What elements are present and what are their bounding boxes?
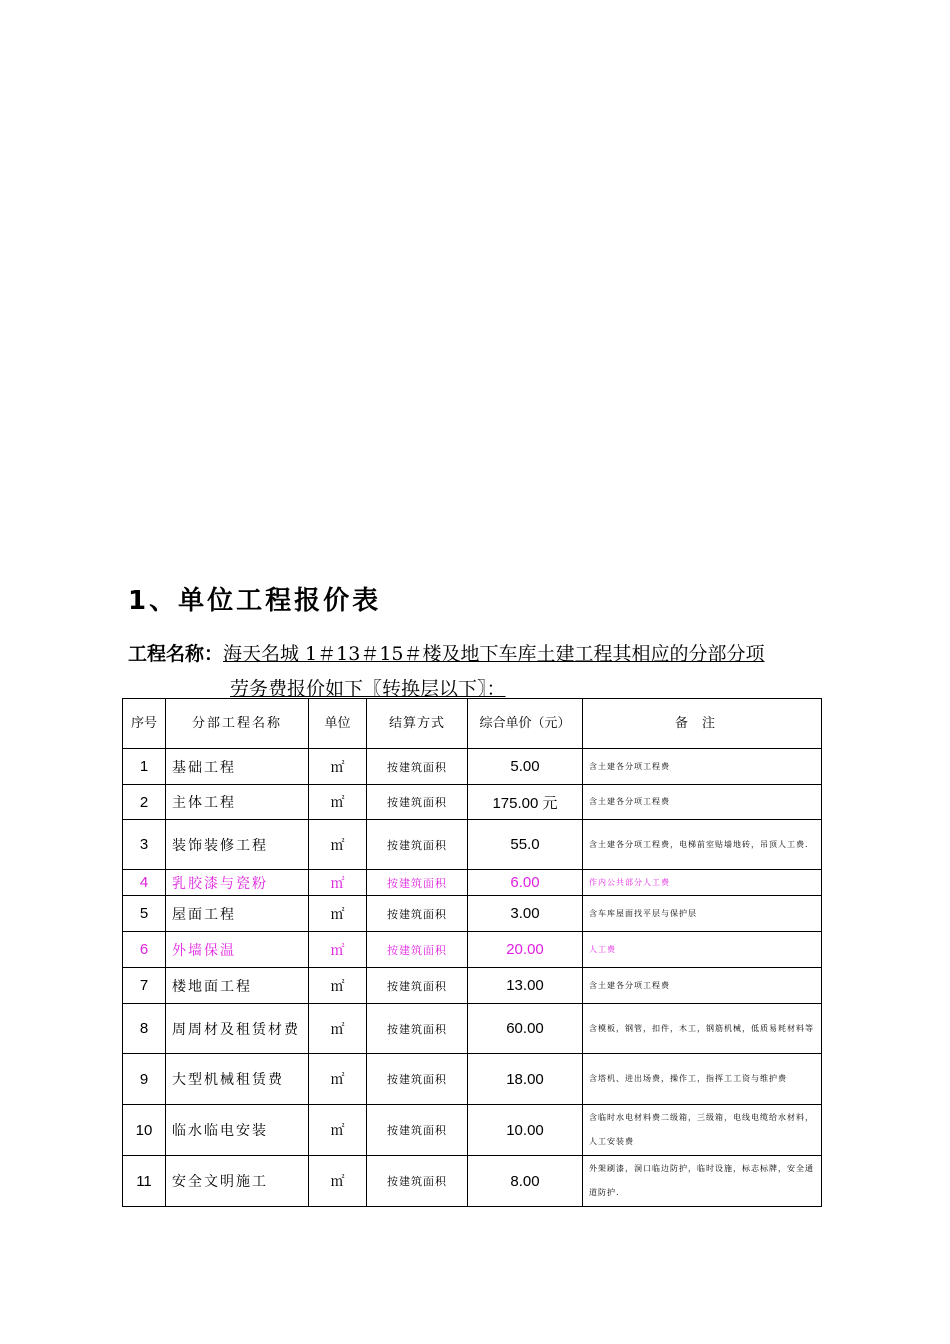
row-unit: ㎡ bbox=[309, 1054, 367, 1105]
table-header-row bbox=[123, 699, 822, 749]
row-no: 7 bbox=[123, 968, 166, 1004]
row-note: 含车库屋面找平层与保护层 bbox=[583, 896, 822, 932]
row-no: 8 bbox=[123, 1004, 166, 1054]
quote-table bbox=[122, 698, 822, 1207]
row-method: 按建筑面积 bbox=[367, 896, 468, 932]
row-unit: ㎡ bbox=[309, 785, 367, 820]
row-name: 楼地面工程 bbox=[166, 968, 309, 1004]
row-no: 5 bbox=[123, 896, 166, 932]
row-no: 3 bbox=[123, 820, 166, 870]
project-name-label: 工程名称： bbox=[128, 643, 224, 665]
table-row bbox=[123, 749, 822, 785]
row-no: 9 bbox=[123, 1054, 166, 1105]
row-price: 6.00 bbox=[468, 870, 583, 896]
table-row bbox=[123, 968, 822, 1004]
header-price: 综合单价（元） bbox=[468, 699, 583, 749]
table-row bbox=[123, 1105, 822, 1156]
row-name: 安全文明施工 bbox=[166, 1156, 309, 1207]
row-name: 屋面工程 bbox=[166, 896, 309, 932]
header-name: 分部工程名称 bbox=[166, 699, 309, 749]
row-name: 基础工程 bbox=[166, 749, 309, 785]
row-note: 含临时水电材料费二级箱，三级箱，电线电缆给水材料，人工安装费 bbox=[583, 1105, 822, 1156]
row-note: 外架刷漆，洞口临边防护，临时设施，标志标牌，安全通道防护. bbox=[583, 1156, 822, 1207]
row-name: 大型机械租赁费 bbox=[166, 1054, 309, 1105]
table-row bbox=[123, 932, 822, 968]
table-row bbox=[123, 1004, 822, 1054]
row-method: 按建筑面积 bbox=[367, 870, 468, 896]
project-name-value: 海天名城 1＃13＃15＃楼及地下车库土建工程其相应的分部分项 bbox=[223, 643, 765, 665]
row-method: 按建筑面积 bbox=[367, 932, 468, 968]
row-price: 13.00 bbox=[468, 968, 583, 1004]
row-method: 按建筑面积 bbox=[367, 1105, 468, 1156]
table-row bbox=[123, 1054, 822, 1105]
row-method: 按建筑面积 bbox=[367, 968, 468, 1004]
project-name-continuation: 劳务费报价如下〖转换层以下〗： bbox=[230, 678, 506, 700]
project-name-line bbox=[128, 639, 765, 666]
header-no: 序号 bbox=[123, 699, 166, 749]
header-method: 结算方式 bbox=[367, 699, 468, 749]
row-price: 20.00 bbox=[468, 932, 583, 968]
row-unit: ㎡ bbox=[309, 1105, 367, 1156]
row-name: 主体工程 bbox=[166, 785, 309, 820]
row-unit: ㎡ bbox=[309, 896, 367, 932]
row-method: 按建筑面积 bbox=[367, 820, 468, 870]
row-method: 按建筑面积 bbox=[367, 1156, 468, 1207]
row-name: 临水临电安装 bbox=[166, 1105, 309, 1156]
row-no: 1 bbox=[123, 749, 166, 785]
row-unit: ㎡ bbox=[309, 1156, 367, 1207]
row-note: 作内公共部分人工费 bbox=[583, 870, 822, 896]
row-no: 10 bbox=[123, 1105, 166, 1156]
row-no: 6 bbox=[123, 932, 166, 968]
row-price: 60.00 bbox=[468, 1004, 583, 1054]
row-no: 4 bbox=[123, 870, 166, 896]
row-price: 55.0 bbox=[468, 820, 583, 870]
table-row bbox=[123, 785, 822, 820]
row-price: 8.00 bbox=[468, 1156, 583, 1207]
row-unit: ㎡ bbox=[309, 932, 367, 968]
header-unit: 单位 bbox=[309, 699, 367, 749]
row-name: 外墙保温 bbox=[166, 932, 309, 968]
table-row bbox=[123, 870, 822, 896]
row-note: 含土建各分项工程费 bbox=[583, 968, 822, 1004]
row-note: 含土建各分项工程费，电梯前室贴墙地砖，吊顶人工费. bbox=[583, 820, 822, 870]
row-method: 按建筑面积 bbox=[367, 1054, 468, 1105]
row-name: 装饰装修工程 bbox=[166, 820, 309, 870]
row-price: 5.00 bbox=[468, 749, 583, 785]
table-row bbox=[123, 820, 822, 870]
row-price: 3.00 bbox=[468, 896, 583, 932]
section-title: 1、单位工程报价表 bbox=[128, 586, 382, 616]
row-unit: ㎡ bbox=[309, 820, 367, 870]
row-no: 2 bbox=[123, 785, 166, 820]
row-price: 175.00 元 bbox=[468, 785, 583, 820]
row-method: 按建筑面积 bbox=[367, 785, 468, 820]
row-price: 10.00 bbox=[468, 1105, 583, 1156]
row-unit: ㎡ bbox=[309, 968, 367, 1004]
row-note: 含模板，钢管，扣件，木工，钢筋机械，低质易耗材料等 bbox=[583, 1004, 822, 1054]
row-name: 乳胶漆与瓷粉 bbox=[166, 870, 309, 896]
row-note: 含土建各分项工程费 bbox=[583, 749, 822, 785]
row-no: 11 bbox=[123, 1156, 166, 1207]
row-unit: ㎡ bbox=[309, 870, 367, 896]
row-note: 含塔机、进出场费，操作工，指挥工工资与维护费 bbox=[583, 1054, 822, 1105]
row-note: 含土建各分项工程费 bbox=[583, 785, 822, 820]
row-method: 按建筑面积 bbox=[367, 749, 468, 785]
row-note: 人工费 bbox=[583, 932, 822, 968]
table-row bbox=[123, 1156, 822, 1207]
row-method: 按建筑面积 bbox=[367, 1004, 468, 1054]
row-name: 周周材及租赁材费 bbox=[166, 1004, 309, 1054]
header-note: 备注 bbox=[583, 699, 822, 749]
table-row bbox=[123, 896, 822, 932]
row-unit: ㎡ bbox=[309, 749, 367, 785]
row-price: 18.00 bbox=[468, 1054, 583, 1105]
row-unit: ㎡ bbox=[309, 1004, 367, 1054]
